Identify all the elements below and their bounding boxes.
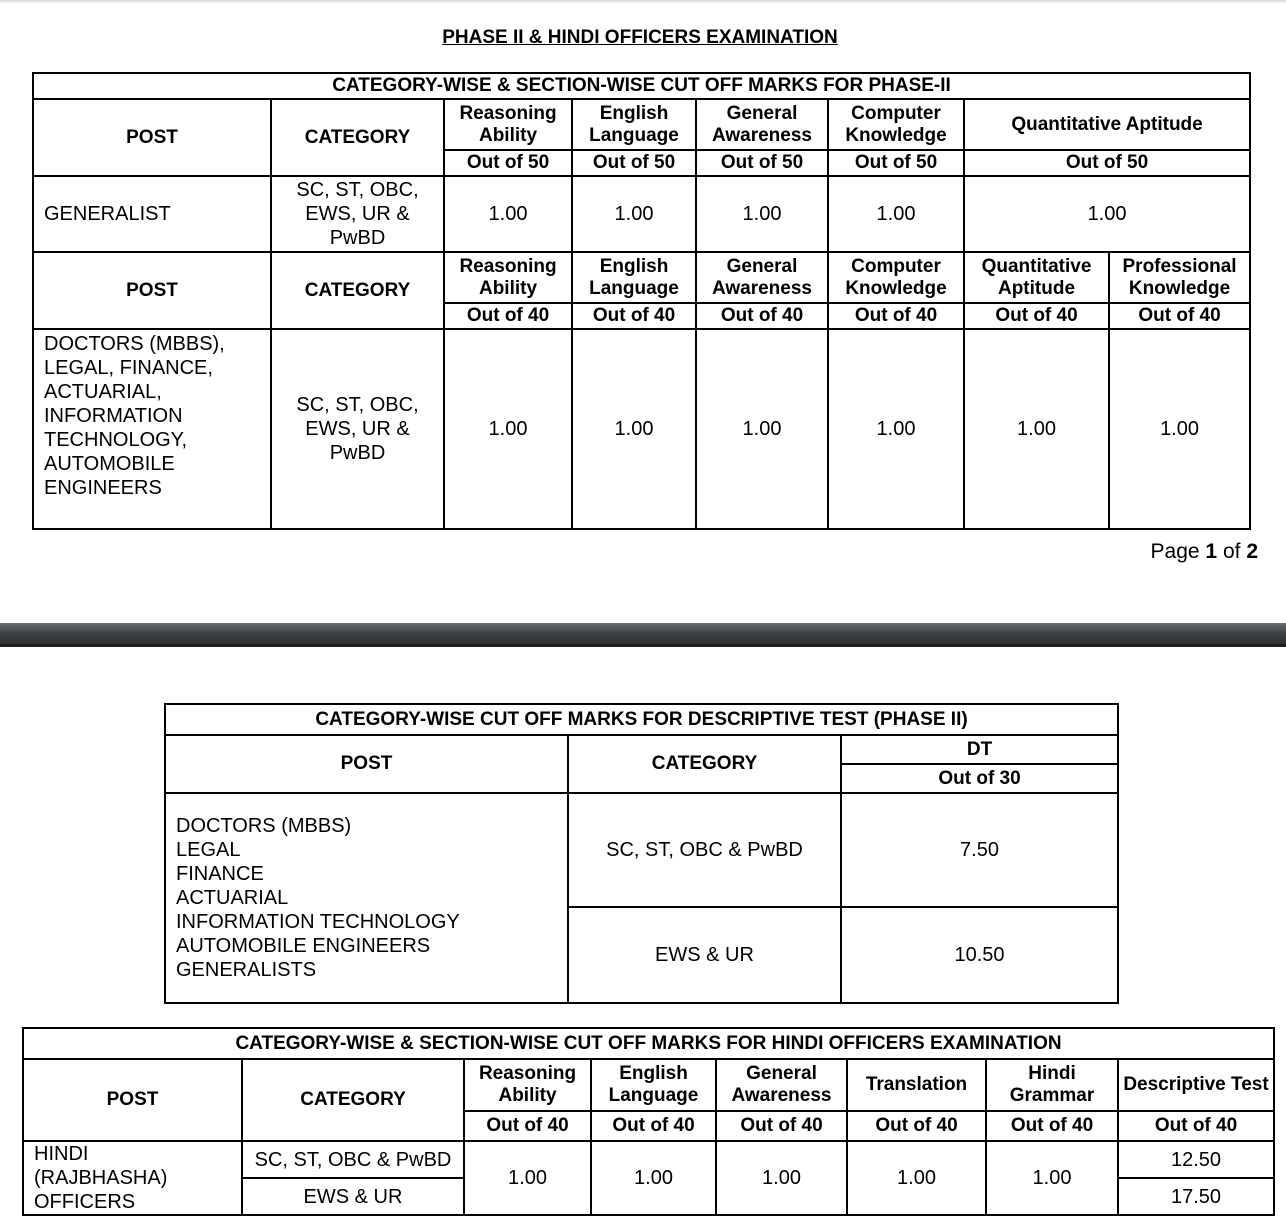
table3-header-section: Translation [847,1059,986,1111]
table1-header-post-b: POST [33,252,271,329]
table2-post: INFORMATION TECHNOLOGY [176,911,460,933]
table1-outof: Out of 50 [964,150,1250,176]
table2-value: 7.50 [841,793,1118,907]
table2-post: GENERALISTS [176,959,317,981]
table3-descriptive-value: 12.50 [1118,1141,1274,1178]
table2-posts-cell [165,793,568,1003]
table1-outof-b: Out of 40 [828,303,964,329]
table2-header-category: CATEGORY [568,735,841,793]
table3-header-section: Hindi Grammar [986,1059,1118,1111]
table1-outof-b: Out of 40 [444,303,572,329]
table3-outof: Out of 40 [847,1111,986,1141]
table3-header-section: Descriptive Test [1118,1059,1274,1111]
table1-header-section: Computer Knowledge [828,99,964,150]
table1-outof: Out of 50 [444,150,572,176]
table2-category: SC, ST, OBC & PwBD [568,793,841,907]
table1-value-b: 1.00 [1109,329,1250,529]
table1-header-section: Reasoning Ability [444,99,572,150]
table2-post: FINANCE [176,863,264,885]
table1-value-b: 1.00 [964,329,1109,529]
table2-title: CATEGORY-WISE CUT OFF MARKS FOR DESCRIPTIVE TEST (PHASE II) [165,704,1118,735]
page-current: 1 [1205,540,1218,563]
page-break-divider [0,623,1286,647]
table1-outof-b: Out of 40 [1109,303,1250,329]
table1-header-section: English Language [572,99,696,150]
table1-header-post: POST [33,99,271,176]
document-title: PHASE II & HINDI OFFICERS EXAMINATION [442,27,838,48]
table1-category-b: SC, ST, OBC, EWS, UR & PwBD [271,329,444,529]
page-total: 2 [1246,540,1258,563]
hindi-officers-table [22,1027,1275,1216]
table1-header-section-b: General Awareness [696,252,828,303]
table2-header-post: POST [165,735,568,793]
table1-header-category-b: CATEGORY [271,252,444,329]
table1-outof: Out of 50 [696,150,828,176]
table3-outof: Out of 40 [1118,1111,1274,1141]
table1-outof: Out of 50 [572,150,696,176]
table3-outof: Out of 40 [986,1111,1118,1141]
table1-header-section-b: Professional Knowledge [1109,252,1250,303]
table1-category: SC, ST, OBC, EWS, UR & PwBD [271,176,444,252]
table1-header-section-b: Quantitative Aptitude [964,252,1109,303]
table1-header-section: General Awareness [696,99,828,150]
table1-value-b: 1.00 [696,329,828,529]
table2-post: DOCTORS (MBBS) [176,815,352,837]
page-number [1100,540,1258,564]
page-label-prefix: Page [1150,540,1200,563]
table2-header-outof: Out of 30 [841,764,1118,793]
table2-post: LEGAL [176,839,241,861]
table1-outof-b: Out of 40 [964,303,1109,329]
table1-outof-b: Out of 40 [572,303,696,329]
table3-value: 1.00 [847,1141,986,1215]
page-label-of: of [1222,540,1241,563]
table3-header-category: CATEGORY [242,1059,464,1141]
table3-outof: Out of 40 [464,1111,591,1141]
table3-header-section: Reasoning Ability [464,1059,591,1111]
table1-value: 1.00 [696,176,828,252]
table1-header-section: Quantitative Aptitude [964,99,1250,150]
table3-header-post: POST [23,1059,242,1141]
descriptive-test-table [164,703,1119,1004]
table1-header-section-b: Reasoning Ability [444,252,572,303]
table3-category: EWS & UR [242,1178,464,1215]
page-top-shadow [0,0,1286,4]
table1-post-generalist: GENERALIST [33,176,271,252]
table3-title: CATEGORY-WISE & SECTION-WISE CUT OFF MARKS FOR HINDI OFFICERS EXAMINATION [23,1028,1274,1059]
table3-value: 1.00 [591,1141,716,1215]
table3-value: 1.00 [464,1141,591,1215]
table1-value: 1.00 [964,176,1250,252]
table1-header-section-b: Computer Knowledge [828,252,964,303]
table1-header-section-b: English Language [572,252,696,303]
table1-post-specialist: DOCTORS (MBBS), LEGAL, FINANCE, ACTUARIAL, INFORMATION TECHNOLOGY, AUTOMOBILE ENGINEERS [33,329,271,529]
table3-outof: Out of 40 [716,1111,847,1141]
table2-post: ACTUARIAL [176,887,289,909]
table3-value: 1.00 [716,1141,847,1215]
table1-outof: Out of 50 [828,150,964,176]
table2-header-dt: DT [841,735,1118,764]
table3-category: SC, ST, OBC & PwBD [242,1141,464,1178]
table2-post: AUTOMOBILE ENGINEERS [176,935,431,957]
table2-value: 10.50 [841,907,1118,1003]
table1-title: CATEGORY-WISE & SECTION-WISE CUT OFF MARKS FOR PHASE-II [33,73,1250,99]
phase2-cutoff-table [32,72,1251,530]
table1-value-b: 1.00 [444,329,572,529]
table3-descriptive-value: 17.50 [1118,1178,1274,1215]
table1-value: 1.00 [444,176,572,252]
table3-post: HINDI (RAJBHASHA) OFFICERS [23,1141,242,1215]
table1-value-b: 1.00 [828,329,964,529]
table3-outof: Out of 40 [591,1111,716,1141]
table1-header-category: CATEGORY [271,99,444,176]
table3-header-section: General Awareness [716,1059,847,1111]
table3-value: 1.00 [986,1141,1118,1215]
table1-outof-b: Out of 40 [696,303,828,329]
table2-category: EWS & UR [568,907,841,1003]
table3-header-section: English Language [591,1059,716,1111]
table1-value: 1.00 [572,176,696,252]
table1-value: 1.00 [828,176,964,252]
table1-value-b: 1.00 [572,329,696,529]
